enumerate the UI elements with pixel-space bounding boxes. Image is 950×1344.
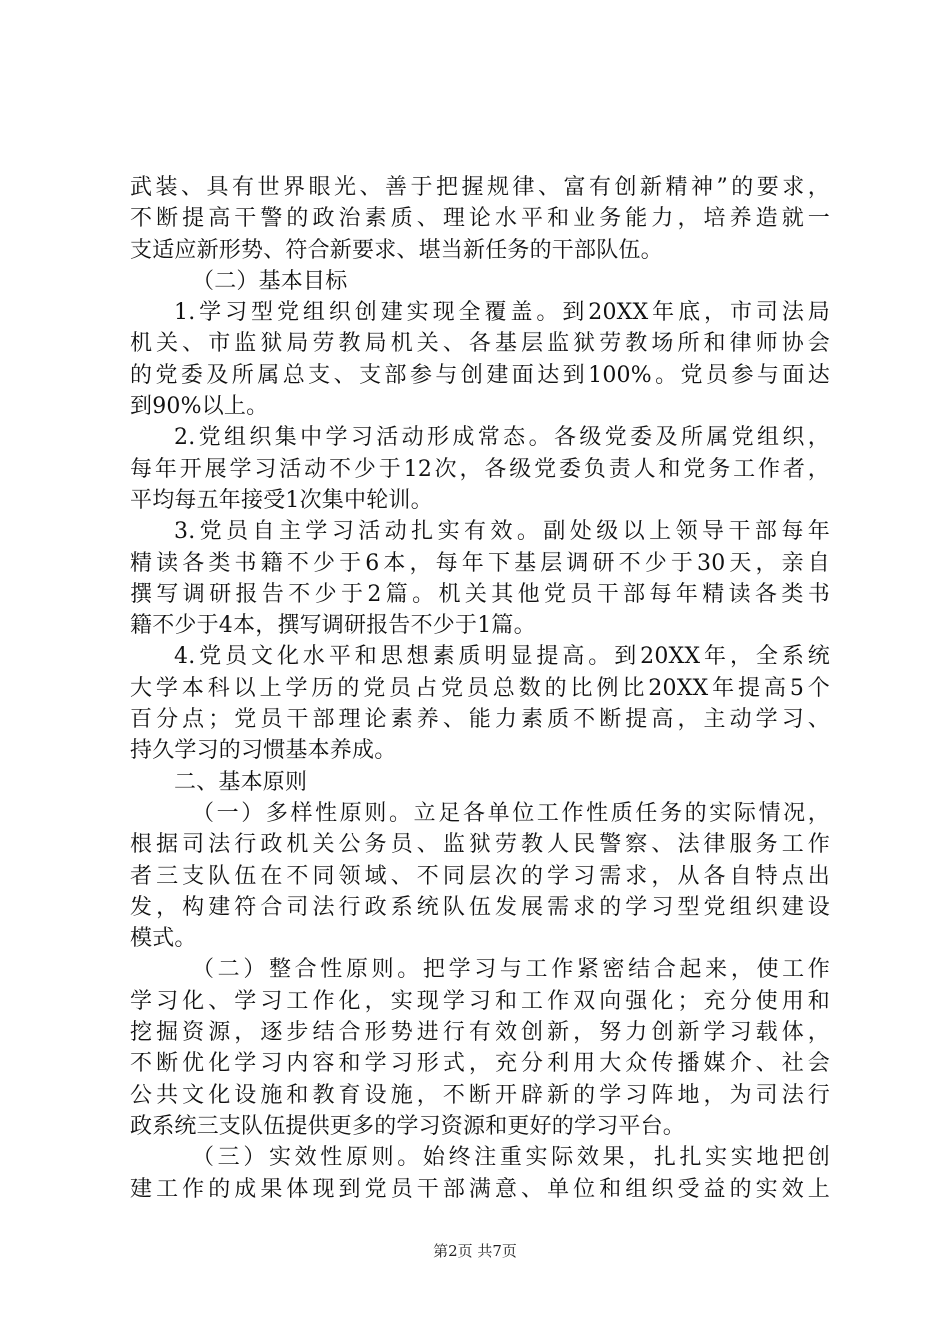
text-line: 百分点；党员干部理论素养、能力素质不断提高，主动学习、 [130, 707, 830, 733]
text-line: 每年开展学习活动不少于12次，各级党委负责人和党务工作者， [130, 456, 830, 482]
text-line: 撰写调研报告不少于2篇。机关其他党员干部每年精读各类书 [130, 581, 830, 607]
text-line: （一）多样性原则。立足各单位工作性质任务的实际情况， [192, 800, 830, 826]
text-line: 武装、具有世界眼光、善于把握规律、富有创新精神”的要求， [130, 175, 830, 200]
text-line: 支适应新形势、符合新要求、堪当新任务的干部队伍。 [130, 237, 663, 263]
text-line: 3.党员自主学习活动扎实有效。副处级以上领导干部每年 [174, 519, 830, 545]
text-line: 二、基本原则 [174, 769, 308, 795]
text-line: 不断优化学习内容和学习形式，充分利用大众传播媒介、社会 [130, 1051, 830, 1077]
text-line: 建工作的成果体现到党员干部满意、单位和组织受益的实效上 [130, 1176, 830, 1202]
text-line: 政系统三支队伍提供更多的学习资源和更好的学习平台。 [130, 1113, 686, 1139]
page-footer: 第2页 共7页 [433, 1242, 517, 1260]
text-line: 根据司法行政机关公务员、监狱劳教人民警察、法律服务工作 [130, 832, 830, 858]
document-body [130, 172, 830, 1205]
text-line: （二）整合性原则。把学习与工作紧密结合起来，使工作 [192, 957, 830, 983]
text-line: 的党委及所属总支、支部参与创建面达到100%。党员参与面达 [130, 362, 830, 388]
text-line: 公共文化设施和教育设施，不断开辟新的学习阵地，为司法行 [130, 1082, 830, 1108]
text-line: 平均每五年接受1次集中轮训。 [130, 487, 433, 513]
text-line: 大学本科以上学历的党员占党员总数的比例比20XX年提高5个 [130, 675, 830, 701]
text-line: 模式。 [130, 926, 197, 952]
text-line: 到90%以上。 [130, 394, 269, 420]
text-line: 1.学习型党组织创建实现全覆盖。到20XX年底，市司法局 [174, 300, 830, 326]
text-line: 持久学习的习惯基本养成。 [130, 738, 397, 764]
text-line: 机关、市监狱局劳教局机关、各基层监狱劳教场所和律师协会 [130, 331, 830, 357]
text-line: （二）基本目标 [192, 268, 348, 294]
text-line: 挖掘资源，逐步结合形势进行有效创新，努力创新学习载体， [130, 1020, 830, 1046]
text-line: 籍不少于4本，撰写调研报告不少于1篇。 [130, 613, 536, 639]
text-line: 不断提高干警的政治素质、理论水平和业务能力，培养造就一 [130, 206, 830, 232]
text-line: 发，构建符合司法行政系统队伍发展需求的学习型党组织建设 [130, 894, 830, 920]
text-line: 精读各类书籍不少于6本，每年下基层调研不少于30天，亲自 [130, 550, 830, 576]
text-line: 学习化、学习工作化，实现学习和工作双向强化；充分使用和 [130, 988, 830, 1014]
text-line: 4.党员文化水平和思想素质明显提高。到20XX年，全系统 [174, 644, 830, 670]
text-line: 2.党组织集中学习活动形成常态。各级党委及所属党组织， [174, 425, 830, 451]
text-line: 者三支队伍在不同领域、不同层次的学习需求，从各自特点出 [130, 863, 830, 889]
text-line: （三）实效性原则。始终注重实际效果，扎扎实实地把创 [192, 1145, 830, 1171]
